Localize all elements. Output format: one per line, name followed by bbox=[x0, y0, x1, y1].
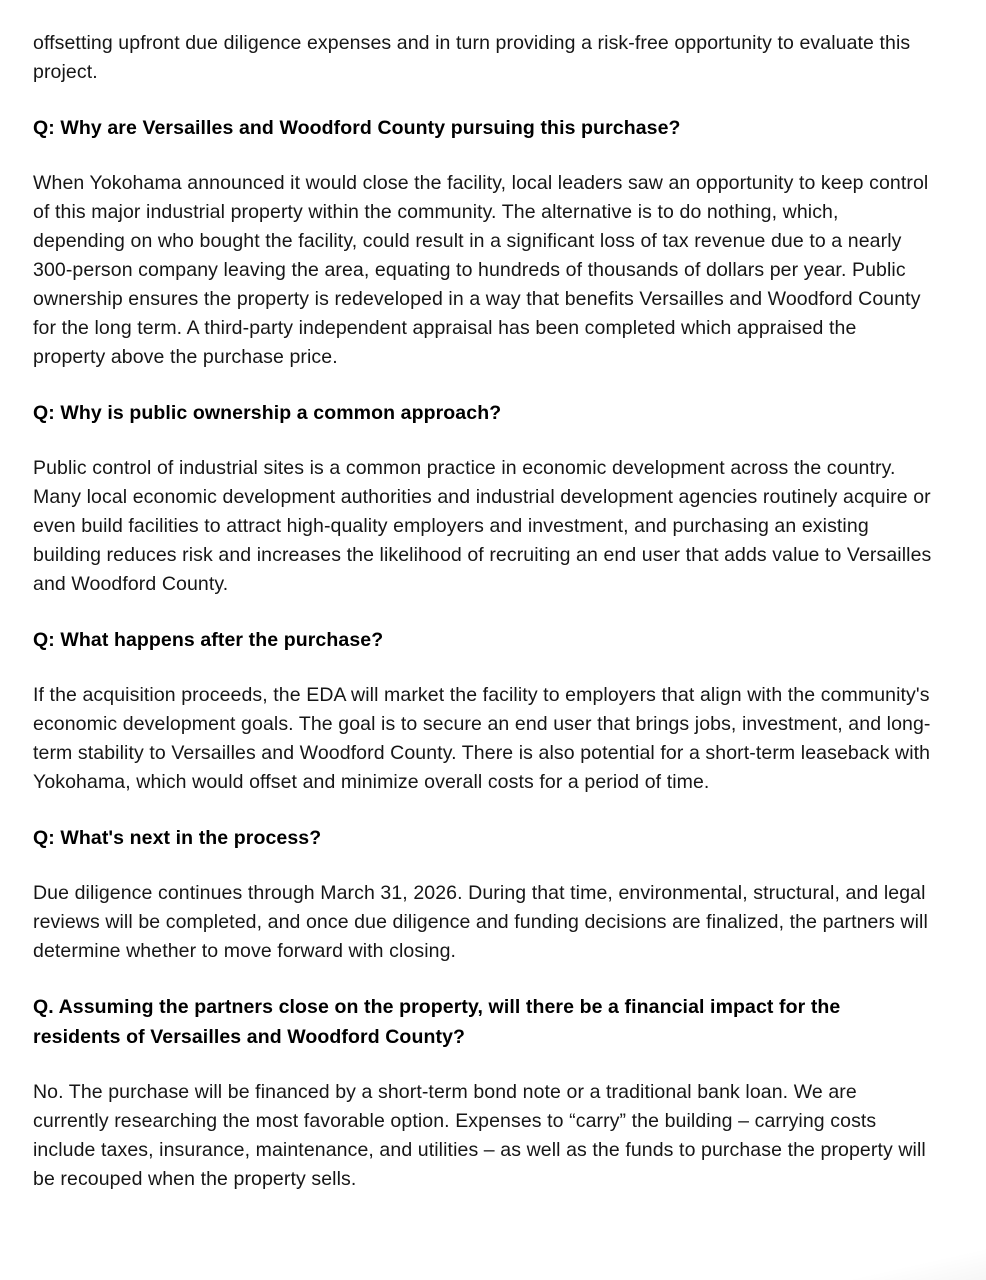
body-paragraph: Public control of industrial sites is a common practice in economic development across the country. Many local economic development authorities and industrial development agencies routinely acquire or even build facilities to attract high-quality employers and investment, and purchasing an existing building reduces risk and increases the likelihood of recruiting an end user that adds value to Versailles and Woodford County. bbox=[33, 457, 932, 595]
body-paragraph: offsetting upfront due diligence expenses and in turn providing a risk-free opportunity to evaluate this project. bbox=[33, 32, 911, 83]
page-corner-shadow bbox=[826, 1244, 986, 1280]
faq-question-heading: Q: Why are Versailles and Woodford County pursuing this purchase? bbox=[33, 117, 681, 139]
faq-question-heading: Q: What happens after the purchase? bbox=[33, 629, 384, 651]
body-paragraph: Due diligence continues through March 31, 2026. During that time, environmental, structural, and legal reviews will be completed, and once due diligence and funding decisions are finalized, the partners will determine whether to move forward with closing. bbox=[33, 882, 928, 962]
faq-question-heading: Q: What's next in the process? bbox=[33, 827, 322, 849]
body-paragraph: No. The purchase will be financed by a short-term bond note or a traditional bank loan. We are currently researching the most favorable option. Expenses to “carry” the building – carrying costs include taxes, insurance, maintenance, and utilities – as well as the funds to purchase the property will be recouped when the property sells. bbox=[33, 1081, 926, 1190]
faq-question-heading: Q: Why is public ownership a common approach? bbox=[33, 402, 502, 424]
faq-question-heading: Q. Assuming the partners close on the property, will there be a financial impact for the residents of Versailles and Woodford County? bbox=[33, 996, 841, 1048]
body-paragraph: If the acquisition proceeds, the EDA will market the facility to employers that align with the community's economic development goals. The goal is to secure an end user that brings jobs, investment, and long-term stability to Versailles and Woodford County. There is also potential for a short-term leaseback with Yokohama, which would offset and minimize overall costs for a period of time. bbox=[33, 684, 931, 793]
body-paragraph: When Yokohama announced it would close the facility, local leaders saw an opportunity to keep control of this major industrial property within the community. The alternative is to do nothing, which, depending on who bought the facility, could result in a significant loss of tax revenue due to a nearly 300-person company leaving the area, equating to hundreds of thousands of dollars per year. Public ownership ensures the property is redeveloped in a way that benefits Versailles and Woodford County for the long term. A third-party independent appraisal has been completed which appraised the property above the purchase price. bbox=[33, 172, 929, 368]
